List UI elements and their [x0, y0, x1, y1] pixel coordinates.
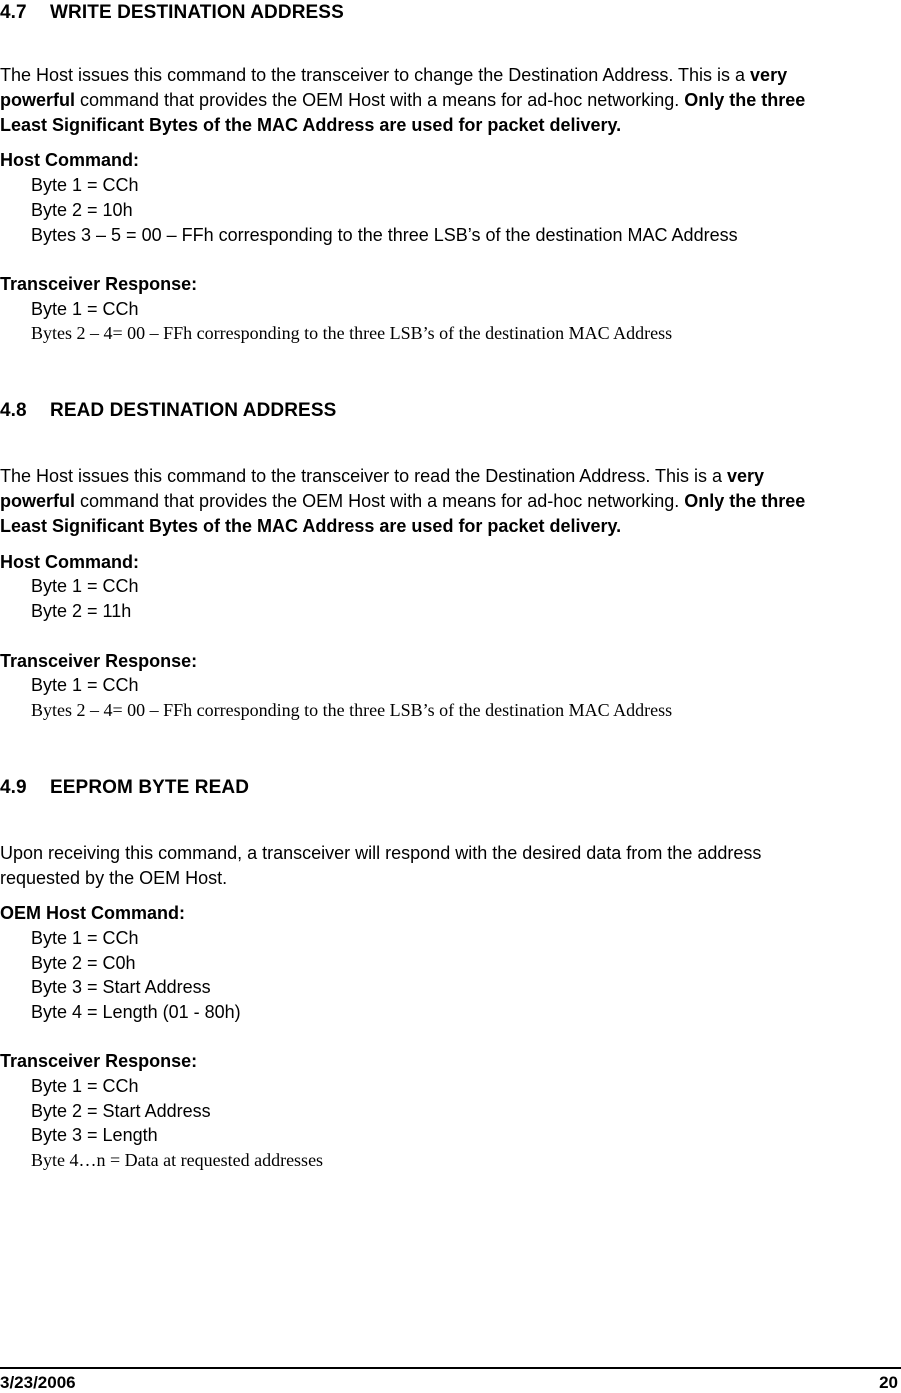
intro-emphasis: powerful — [0, 90, 75, 110]
section-4-8-intro-line-3: Least Significant Bytes of the MAC Address are used for packet delivery. — [0, 516, 622, 536]
section-4-7-intro-line-3: Least Significant Bytes of the MAC Address are used for packet delivery. — [0, 115, 622, 135]
host-command-line: Byte 2 = C0h — [31, 953, 136, 973]
section-4-7-heading — [0, 2, 344, 24]
host-command-label: Host Command: — [0, 150, 139, 170]
section-title: READ DESTINATION ADDRESS — [50, 400, 337, 421]
footer-page-number: 20 — [879, 1373, 898, 1392]
response-line: Byte 2 = Start Address — [31, 1101, 211, 1121]
host-command-line: Byte 1 = CCh — [31, 576, 139, 596]
footer-date: 3/23/2006 — [0, 1373, 76, 1392]
section-number: 4.7 — [0, 2, 27, 23]
host-command-line: Byte 3 = Start Address — [31, 977, 211, 997]
section-title: EEPROM BYTE READ — [50, 777, 250, 798]
section-4-8-heading — [0, 400, 336, 422]
intro-text: command that provides the OEM Host with a means for ad-hoc networking. — [75, 491, 685, 511]
intro-text: The Host issues this command to the transceiver to read the Destination Address. This is a — [0, 466, 728, 486]
intro-emphasis: Only the three — [684, 90, 806, 110]
section-4-8-intro-line-2 — [0, 489, 805, 514]
section-4-8-intro-line-1 — [0, 464, 764, 489]
intro-text: The Host issues this command to the transceiver to change the Destination Address. This is a — [0, 65, 751, 85]
section-number: 4.9 — [0, 777, 27, 798]
host-command-line: Byte 4 = Length (01 - 80h) — [31, 1002, 241, 1022]
response-line: Byte 3 = Length — [31, 1125, 158, 1145]
host-command-label: Host Command: — [0, 552, 139, 572]
section-4-7-intro-line-1 — [0, 63, 787, 88]
response-line: Byte 1 = CCh — [31, 675, 139, 695]
section-4-7-intro-line-2 — [0, 88, 805, 113]
intro-text: command that provides the OEM Host with a means for ad-hoc networking. — [75, 90, 685, 110]
response-line: Bytes 2 – 4= 00 – FFh corresponding to the three LSB’s of the destination MAC Address — [31, 700, 673, 720]
host-command-line: Byte 2 = 10h — [31, 200, 133, 220]
oem-host-command-label: OEM Host Command: — [0, 903, 186, 923]
section-4-9-heading — [0, 777, 249, 799]
host-command-line: Byte 1 = CCh — [31, 928, 139, 948]
transceiver-response-label: Transceiver Response: — [0, 1051, 198, 1071]
response-line: Byte 1 = CCh — [31, 1076, 139, 1096]
response-line: Byte 4…n = Data at requested addresses — [31, 1150, 324, 1170]
section-4-9-intro-line-1: Upon receiving this command, a transceiver will respond with the desired data from the address — [0, 843, 762, 863]
host-command-line: Byte 1 = CCh — [31, 175, 139, 195]
section-number: 4.8 — [0, 400, 27, 421]
transceiver-response-label: Transceiver Response: — [0, 274, 198, 294]
section-4-9-intro-line-2: requested by the OEM Host. — [0, 868, 228, 888]
footer-rule — [0, 1367, 901, 1369]
response-line: Bytes 2 – 4= 00 – FFh corresponding to the three LSB’s of the destination MAC Address — [31, 323, 673, 343]
intro-emphasis: powerful — [0, 491, 75, 511]
intro-emphasis: Only the three — [684, 491, 806, 511]
host-command-line: Bytes 3 – 5 = 00 – FFh corresponding to the three LSB’s of the destination MAC Address — [31, 225, 738, 245]
section-title: WRITE DESTINATION ADDRESS — [50, 2, 344, 23]
intro-emphasis: very — [750, 65, 788, 85]
transceiver-response-label: Transceiver Response: — [0, 651, 198, 671]
host-command-line: Byte 2 = 11h — [31, 601, 132, 621]
intro-emphasis: very — [727, 466, 765, 486]
response-line: Byte 1 = CCh — [31, 299, 139, 319]
